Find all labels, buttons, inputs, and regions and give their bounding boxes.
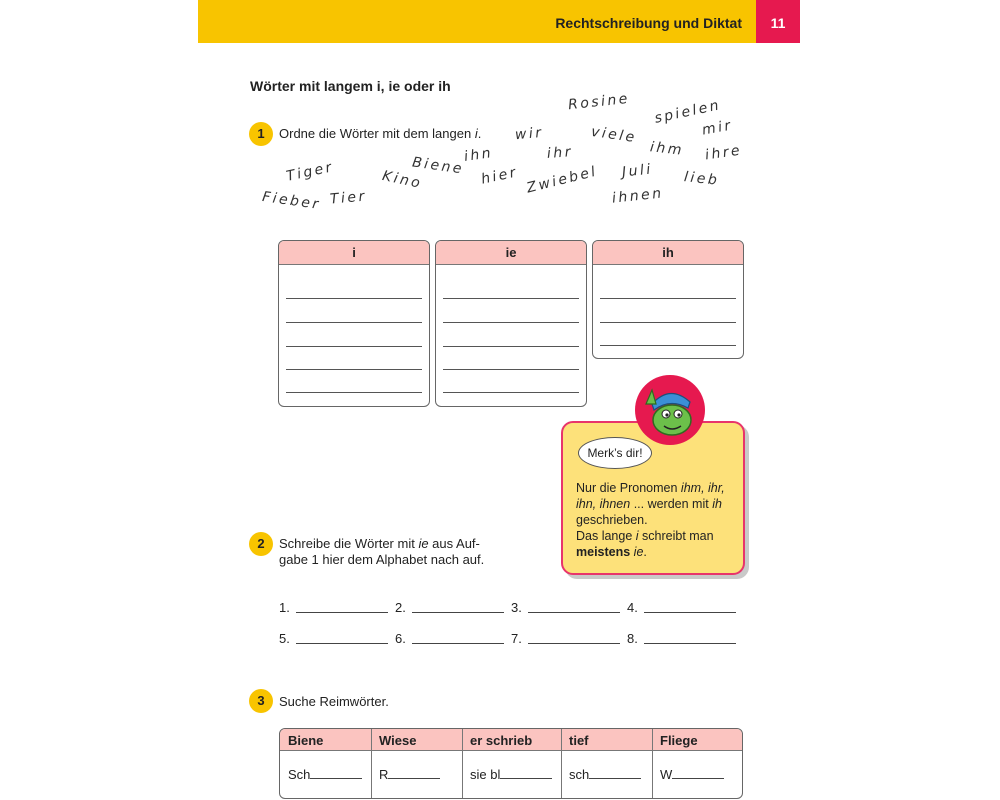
page-number-badge: 11	[756, 0, 800, 43]
alpha-answer-line[interactable]	[412, 612, 504, 613]
word-rosine: Rosine	[567, 90, 631, 114]
alpha-answer-line[interactable]	[412, 643, 504, 644]
alpha-item-label: 8.	[627, 631, 638, 646]
word-fieber: Fieber	[261, 188, 322, 214]
rhyme-cell[interactable]: sie bl	[462, 752, 561, 798]
speech-bubble: Merk’s dir!	[578, 437, 652, 469]
rhyme-header: er schrieb	[462, 729, 561, 751]
word-tier: Tier	[329, 188, 368, 208]
alpha-answer-line[interactable]	[528, 643, 620, 644]
answer-line[interactable]	[286, 346, 422, 347]
word-mir: mir	[700, 117, 734, 139]
alpha-item-label: 5.	[279, 631, 290, 646]
word-wir: wir	[514, 124, 545, 144]
rhyme-header: tief	[561, 729, 652, 751]
green-frog-mascot-icon	[634, 374, 706, 446]
alpha-item-label: 3.	[511, 600, 522, 615]
sort-box-i-header: i	[279, 241, 429, 265]
answer-line[interactable]	[286, 322, 422, 323]
answer-line[interactable]	[443, 346, 579, 347]
alpha-answer-line[interactable]	[528, 612, 620, 613]
answer-line[interactable]	[600, 298, 736, 299]
sort-box-ie-header: ie	[436, 241, 586, 265]
alpha-answer-line[interactable]	[644, 643, 736, 644]
answer-line[interactable]	[286, 369, 422, 370]
word-viele: viele	[590, 123, 638, 147]
column-divider	[371, 729, 372, 798]
column-divider	[462, 729, 463, 798]
word-biene: Biene	[411, 154, 465, 178]
answer-line[interactable]	[600, 322, 736, 323]
answer-line[interactable]	[600, 345, 736, 346]
column-divider	[561, 729, 562, 798]
word-spielen: spielen	[653, 97, 723, 127]
alpha-item-label: 4.	[627, 600, 638, 615]
column-divider	[652, 729, 653, 798]
rhyme-header: Wiese	[371, 729, 462, 751]
task-1-number: 1	[249, 122, 273, 146]
word-tiger: Tiger	[284, 159, 336, 185]
alpha-answer-line[interactable]	[296, 643, 388, 644]
word-kino: Kino	[380, 167, 424, 193]
task-1-instruction: Ordne die Wörter mit dem langen i.	[279, 126, 482, 141]
alpha-answer-line[interactable]	[296, 612, 388, 613]
task-3-instruction: Suche Reimwörter.	[279, 694, 389, 709]
page-header	[198, 0, 800, 43]
answer-line[interactable]	[443, 322, 579, 323]
word-ihm: ihm	[649, 139, 685, 159]
alpha-item-label: 1.	[279, 600, 290, 615]
answer-line[interactable]	[286, 298, 422, 299]
rhyme-table	[279, 728, 743, 799]
answer-line[interactable]	[286, 392, 422, 393]
rhyme-cell[interactable]: W	[652, 752, 742, 798]
tip-text: Nur die Pronomen ihm, ihr, ihn, ihnen ... werden mit ih geschrieben. Das lange i schreibt man meistens ie.	[576, 481, 725, 559]
word-ihre: ihre	[704, 142, 744, 164]
alpha-item-label: 2.	[395, 600, 406, 615]
word-ihn: ihn	[463, 145, 495, 165]
word-juli: Juli	[621, 161, 654, 181]
alpha-answer-line[interactable]	[644, 612, 736, 613]
section-title: Wörter mit langem i, ie oder ih	[250, 78, 451, 94]
rhyme-cell[interactable]: sch	[561, 752, 652, 798]
alpha-item-label: 7.	[511, 631, 522, 646]
word-hier: hier	[479, 164, 520, 188]
sort-box-ie	[435, 240, 587, 407]
sort-box-i	[278, 240, 430, 407]
answer-line[interactable]	[443, 392, 579, 393]
task-3-number: 3	[249, 689, 273, 713]
rhyme-cell[interactable]: R	[371, 752, 462, 798]
task-2-number: 2	[249, 532, 273, 556]
sort-box-ih	[592, 240, 744, 359]
word-ihr: ihr	[546, 144, 574, 162]
answer-line[interactable]	[443, 298, 579, 299]
answer-line[interactable]	[443, 369, 579, 370]
word-ihnen: ihnen	[611, 185, 665, 207]
word-lieb: lieb	[683, 169, 721, 189]
alpha-item-label: 6.	[395, 631, 406, 646]
task-2-instruction: Schreibe die Wörter mit ie aus Auf- gabe 1 hier dem Alphabet nach auf.	[279, 536, 485, 567]
sort-box-ih-header: ih	[593, 241, 743, 265]
rhyme-header: Biene	[280, 729, 371, 751]
word-zwiebel: Zwiebel	[525, 163, 600, 197]
chapter-title: Rechtschreibung und Diktat	[555, 15, 742, 31]
rhyme-cell[interactable]: Sch	[280, 752, 371, 798]
rhyme-header: Fliege	[652, 729, 742, 751]
